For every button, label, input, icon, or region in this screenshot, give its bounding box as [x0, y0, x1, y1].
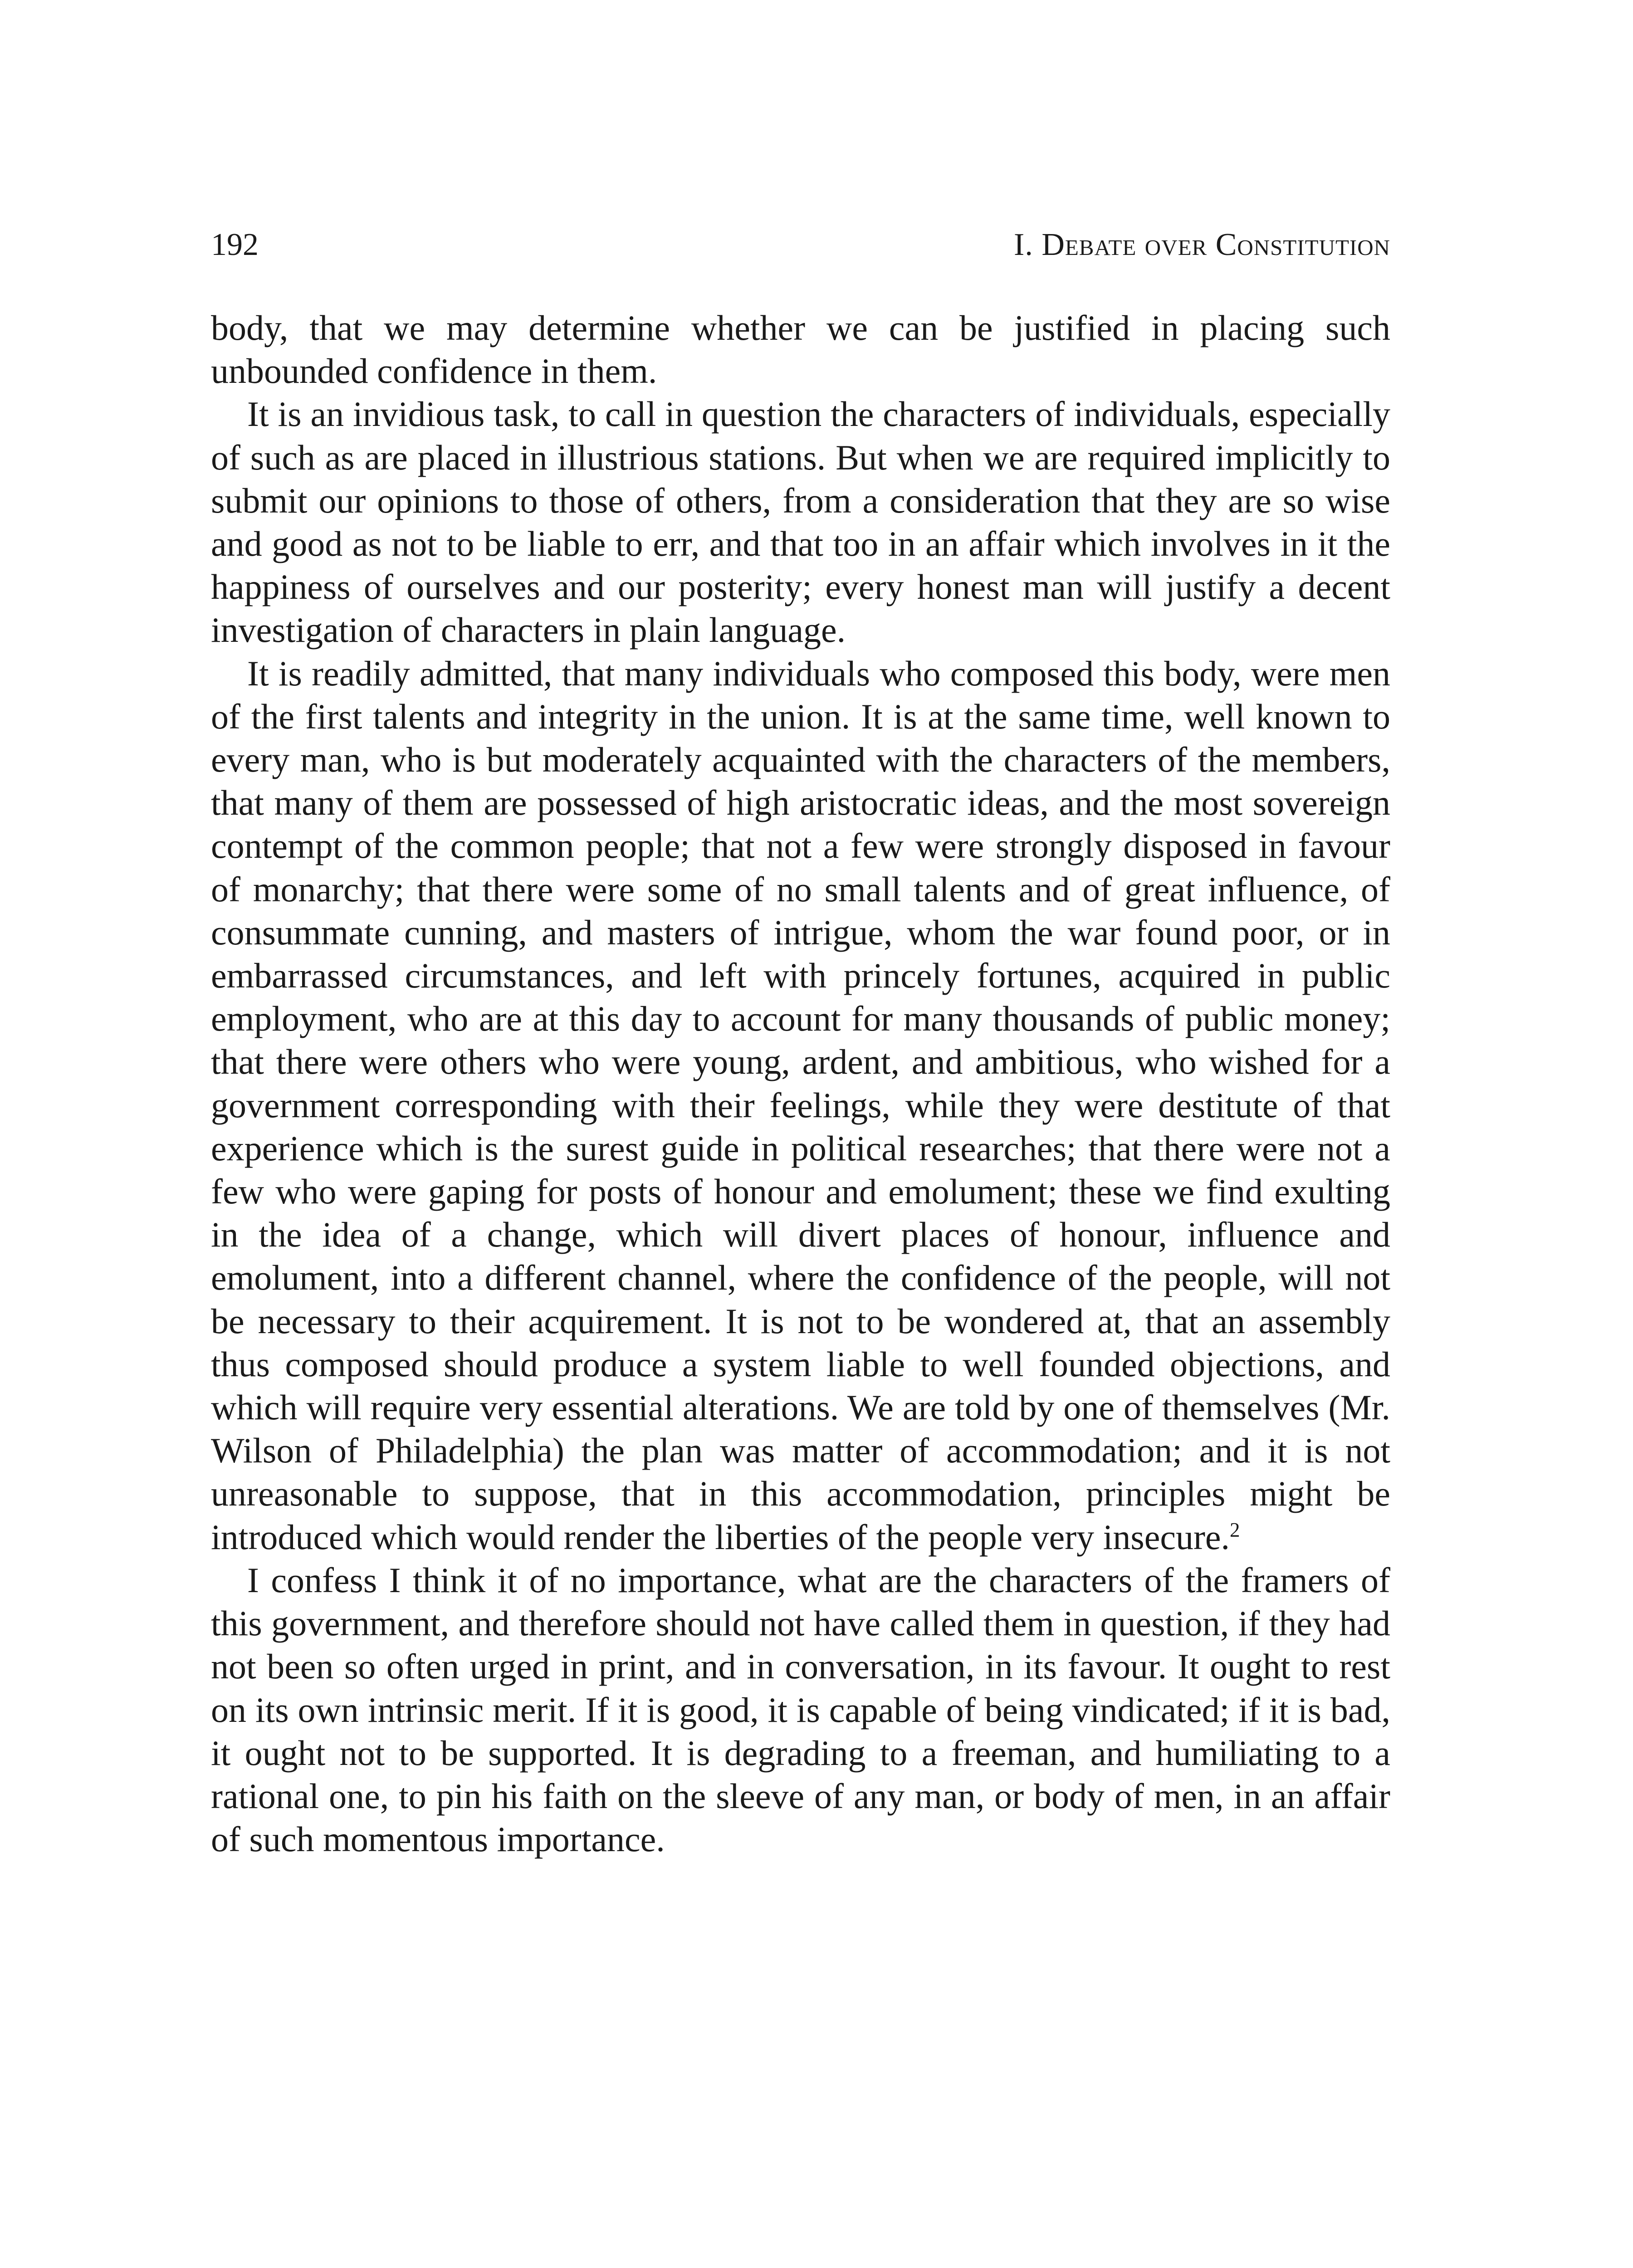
paragraph-3 [211, 652, 1390, 1559]
chapter-title: I. Debate over Constitution [1014, 227, 1390, 262]
page-number: 192 [211, 227, 259, 262]
paragraph-2: It is an invidious task, to call in question the characters of individuals, especially of such as are placed in illustrious stations. But when we are required implicitly to submit our opinions to those of others, from a consideration that they are so wise and good as not to be liable to err, and that too in an affair which involves in it the happiness of ourselves and our posterity; every honest man will justify a decent investigation of characters in plain language. [211, 394, 1390, 650]
running-head [211, 220, 1390, 270]
paragraph-4: I confess I think it of no importance, what are the characters of the framers of this government, and therefore should not have called them in question, if they had not been so often urged in print, and in conversation, in its favour. It ought to rest on its own intrinsic merit. If it is good, it is capable of being vindicated; if it is bad, it ought not to be supported. It is degrading to a freeman, and humiliating to a rational one, to pin his faith on the sleeve of any man, or body of men, in an affair of such momentous importance. [211, 1560, 1390, 1859]
paragraph-1: body, that we may determine whether we can be justified in placing such unbounded confidence in them. [211, 308, 1390, 391]
footnote-reference[interactable]: 2 [1230, 1518, 1240, 1541]
body-text [211, 306, 1390, 1861]
paragraph-3-text: It is readily admitted, that many individuals who composed this body, were men of the first talents and integrity in the union. It is at the same time, well known to every man, who is but moderately acquainted with the characters of the members, that many of them are possessed of high aristocratic ideas, and the most sovereign contempt of the common people; that not a few were strongly disposed in favour of monarchy; that there were some of no small talents and of great influence, of consummate cunning, and masters of intrigue, whom the war found poor, or in embarrassed circumstances, and left with princely fortunes, acquired in public employment, who are at this day to account for many thousands of public money; that there were others who were young, ardent, and ambitious, who wished for a government corresponding with their feelings, while they were destitute of that experience which is the surest guide in political researches; that there were not a few who were gaping for posts of honour and emolument; these we find exulting in the idea of a change, which will divert places of honour, influence and emolument, into a different channel, where the confidence of the people, will not be necessary to their acquirement. It is not to be wondered at, that an assembly thus composed should produce a system liable to well founded objections, and which will require very essential alterations. We are told by one of themselves (Mr. Wilson of Philadelphia) the plan was matter of accommodation; and it is not unreasonable to suppose, that in this accommodation, principles might be introduced which would render the liberties of the people very insecure. [211, 653, 1390, 1557]
